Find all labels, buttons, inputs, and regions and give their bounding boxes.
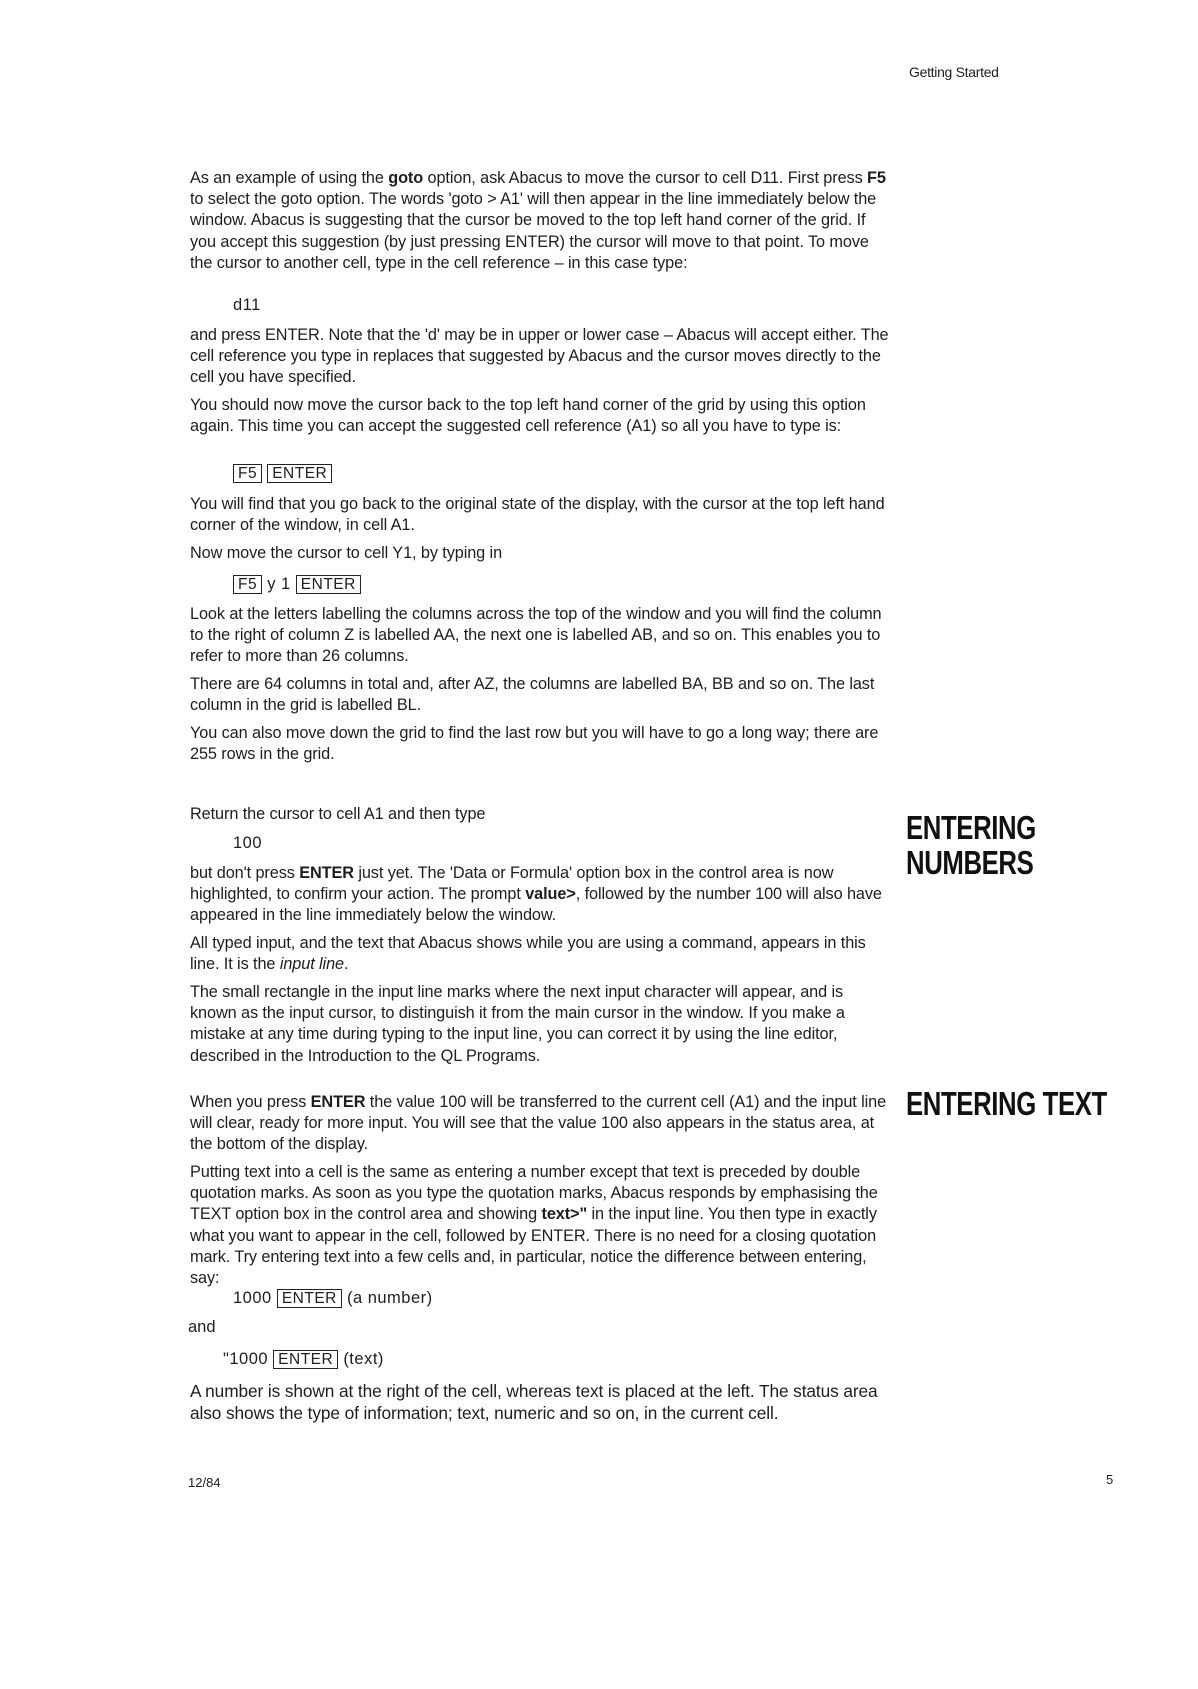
command-f5-enter	[233, 464, 332, 483]
enter-key: ENTER	[273, 1350, 338, 1369]
command-d11: d11	[233, 296, 261, 314]
enter-key: ENTER	[277, 1289, 342, 1308]
f5-key: F5	[233, 464, 262, 483]
goto-paragraph-1: As an example of using the goto option, ask Abacus to move the cursor to cell D11. First press F5 to select the goto option. The words 'goto > A1' will then appear in the line immediately below the window. Abacus is suggesting that the cursor be moved to the top left hand corner of the grid. If you accept this suggestion (by just pressing ENTER) the cursor will move to that point. To move the cursor to another cell, type in the cell reference – in this case type:	[190, 169, 886, 272]
numbers-paragraph-2: but don't press ENTER just yet. The 'Data or Formula' option box in the control area is now highlighted, to confirm your action. The prompt value>, followed by the number 100 will also have appeared in the line immediately below the window.	[190, 864, 882, 925]
columns-paragraph-2: There are 64 columns in total and, after AZ, the columns are labelled BA, BB and so on. The last column in the grid is labelled BL.	[190, 675, 875, 715]
enter-key: ENTER	[296, 575, 361, 594]
command-text: 1000	[233, 1289, 272, 1307]
command-100: 100	[233, 834, 263, 852]
goto-paragraph-4: You will find that you go back to the original state of the display, with the cursor at the top left hand corner of the window, in cell A1.	[190, 495, 885, 535]
text-paragraph-1: When you press ENTER the value 100 will be transferred to the current cell (A1) and the input line will clear, ready for more input. You will see that the value 100 also appears in the status area, at the bottom of the display.	[190, 1093, 887, 1154]
command-note: (text)	[343, 1350, 384, 1368]
goto-paragraph-2: and press ENTER. Note that the 'd' may be in upper or lower case – Abacus will accept either. The cell reference you type in replaces that suggested by Abacus and the cursor moves directly to the cell you have specified.	[190, 326, 889, 387]
numbers-paragraph-1: Return the cursor to cell A1 and then type	[190, 805, 486, 823]
command-f5-y1-enter	[233, 575, 361, 594]
rows-paragraph: You can also move down the grid to find the last row but you will have to go a long way; there are 255 rows in the grid.	[190, 724, 879, 764]
command-note: (a number)	[346, 1289, 433, 1307]
running-header: Getting Started	[909, 64, 999, 80]
command-1000-text	[223, 1350, 384, 1369]
heading-entering-text: ENTERING TEXT	[906, 1085, 1107, 1122]
text-paragraph-3: A number is shown at the right of the cell, whereas text is placed at the left. The status area also shows the type of information; text, numeric and so on, in the current cell.	[190, 1381, 878, 1423]
page-number: 5	[1106, 1472, 1114, 1487]
numbers-paragraph-4: The small rectangle in the input line marks where the next input character will appear, and is known as the input cursor, to distinguish it from the main cursor in the window. If you make a mistake at any time during typing to the input line, you can correct it by using the line editor, described in the Introduction to the QL Programs.	[190, 983, 845, 1065]
heading-entering-numbers: ENTERING NUMBERS	[906, 809, 1036, 881]
enter-key: ENTER	[267, 464, 332, 483]
goto-paragraph-3: You should now move the cursor back to the top left hand corner of the grid by using this option again. This time you can accept the suggested cell reference (A1) so all you have to type is:	[190, 396, 866, 436]
command-text: y 1	[267, 575, 291, 593]
columns-paragraph-1: Look at the letters labelling the columns across the top of the window and you will find the column to the right of column Z is labelled AA, the next one is labelled AB, and so on. This enables you to refer to more than 26 columns.	[190, 605, 882, 666]
command-text: "1000	[223, 1350, 269, 1368]
numbers-paragraph-3: All typed input, and the text that Abacus shows while you are using a command, appears in this line. It is the input line.	[190, 934, 866, 974]
command-1000-number	[233, 1289, 433, 1308]
and-word: and	[188, 1318, 216, 1336]
goto-paragraph-5: Now move the cursor to cell Y1, by typing in	[190, 544, 503, 562]
f5-key: F5	[233, 575, 262, 594]
text-paragraph-2: Putting text into a cell is the same as entering a number except that text is preceded by double quotation marks. As soon as you type the quotation marks, Abacus responds by emphasising the TEXT option box in the control area and showing text>" in the input line. You then type in exactly what you want to appear in the cell, followed by ENTER. There is no need for a closing quotation mark. Try entering text into a few cells and, in particular, notice the difference between entering, say:	[190, 1163, 878, 1288]
footer-date: 12/84	[188, 1475, 221, 1490]
